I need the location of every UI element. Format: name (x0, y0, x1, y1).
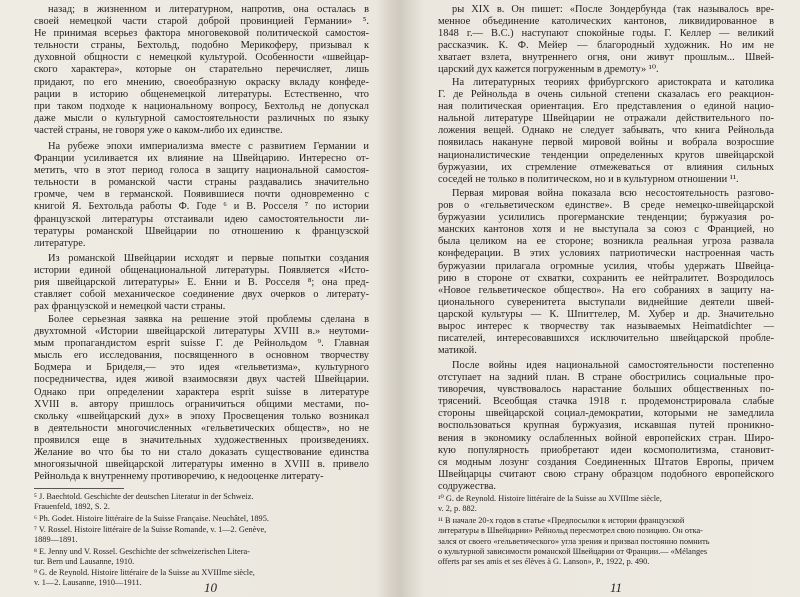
text-line: Более серьезная заявка на решение этой проблемы сделана в (48, 314, 369, 325)
text-line: мым пропагандистом esprit suisse Г. де Рейнольдом ⁹. Главная (34, 338, 369, 350)
text-line: Швейцарцы считают свою страну образцом подобного европейского (438, 468, 774, 480)
footnote-line: tur. Bern und Lausanne, 1910. (34, 557, 135, 567)
paragraph (34, 141, 369, 250)
text-line: XVIII в. автору пришлось ограничиться общими местами, по- (34, 398, 369, 410)
footnote (438, 494, 662, 515)
text-line: Франции усиливается их влияние на Швейцарию. Интересно от- (34, 153, 369, 165)
footnote (34, 547, 250, 568)
text-line: рах французской и немецкой части страны. (34, 301, 226, 313)
text-line: даже мысли о культурной самостоятельности различных по языку (34, 112, 369, 124)
text-line: отступает на задний план. В стране обострились социальные про- (438, 372, 774, 384)
text-line: своей немецкой части старой доброй провинцией Германии» ⁵. (34, 16, 369, 28)
footnote (438, 516, 710, 567)
paragraph (438, 4, 774, 77)
text-line: посредничества, идея живой взаимосвязи двух частей Швейцарии. (34, 374, 369, 386)
text-line: трясений. Всеобщая стачка 1918 г. продемонстрировала слабые (438, 396, 774, 408)
footnote-line: v. 2, p. 882. (438, 504, 477, 514)
text-line: мысль его исследования, посвященного в основном творчеству (34, 350, 369, 362)
text-line: содружества. (438, 480, 496, 492)
paragraph (438, 77, 774, 186)
text-line: истории единой общенациональной литературы. Появляется «Исто- (34, 265, 369, 277)
text-line: воспользоваться крупная буржуазия, искавшая путей проникно- (438, 420, 774, 432)
text-line: Из романской Швейцарии исходят и первые попытки создания (48, 253, 369, 264)
text-line: буржуазии прилагала огромные усилия, чтобы удержать Швейца- (438, 260, 774, 272)
text-line: манских кантонов хотя и не выступала за союз с Францией, но (438, 224, 774, 236)
text-line: Первая мировая война показала всю несостоятельность разгово- (452, 188, 774, 199)
text-line: нальной литературе Швейцарии не отражали действительного по- (438, 113, 774, 125)
text-line: писателей, интересовавшихся исключительно швейцарской пробле- (438, 333, 774, 345)
text-line: в деятельности многочисленных «гельветических обществ», но не (34, 422, 369, 434)
text-line: ского характера», которые он старательно перечисляет, лишь (34, 64, 369, 76)
text-line: Рейнольда к внутреннему противоречию, к недооценке литерату- (34, 471, 324, 483)
footnote-divider (34, 488, 124, 489)
text-line: французской литературы отстаивали идею самостоятельности ли- (34, 213, 369, 225)
text-line: националистические тенденции определенных кругов швейцарской (438, 149, 774, 161)
text-line: тельности страны, Бехтольд, подобно Мерикоферу, призывал к (34, 40, 369, 52)
text-line: Однако при определении характера esprit suisse в литературе (34, 386, 369, 398)
text-line: была целиком на ее стороне; возникла реальная угроза развала (438, 236, 774, 248)
text-line: появилась накануне первой мировой войны и вобрала возросшие (438, 137, 774, 149)
footnote-line: offerts par ses amis et ses élèves à G. Lanson», P., 1922, p. 490. (438, 557, 650, 567)
text-line: назад; в жизненном и литературном, напротив, она осталась в (48, 4, 369, 15)
text-line: царский дух кажется погруженным в дремоту» ¹⁰. (438, 64, 659, 76)
text-line: тиворечия, чувствовалось нарастание больших общественных по- (438, 384, 774, 396)
footnote (34, 525, 266, 546)
text-line: хватает взлета, внутреннего огня, они живут прошлым... Швей- (438, 52, 774, 64)
footnote-line: ⁹ G. de Reynold. Histoire littéraire de la Suisse au XVIIIme siècle, (34, 568, 255, 577)
text-line: рации в историю общенемецкой литературы. Естественно, что (34, 88, 369, 100)
text-line: метить, что в этот период голоса в защиту национальной самостоя- (34, 165, 369, 177)
text-line: 1848 г.— В.С.) наступают спокойные годы. Г. Келлер — великий (438, 28, 774, 40)
text-line: придают, по его мнению, своеобразную окраску вкладу конфеде- (34, 76, 369, 88)
text-line: тературы романской Швейцарии по отношению к французской (34, 225, 369, 237)
paragraph (34, 253, 369, 313)
text-line: вения в экономику ослабленных войной европейских стран. Широ- (438, 432, 774, 444)
text-line: матикой. (438, 345, 477, 357)
text-line: буржуазии усилились прогерманские тенденции; буржуазия ро- (438, 212, 774, 224)
text-line: при таком подходе к национальному вопросу, Бехтольд не допускал (34, 100, 369, 112)
paragraph (34, 4, 369, 137)
footnote-line: о культурной зависимости романской Швейцарии от Франции.— «Mélanges (438, 546, 708, 556)
footnote (34, 492, 253, 513)
text-line: литературе. (34, 237, 86, 249)
text-line: ционального суверенитета выступали виднейшие деятели швей- (438, 296, 774, 308)
left-page (0, 0, 398, 597)
text-line: скольку «швейцарский дух» в эпоху Просвещения только возникал (34, 410, 369, 422)
text-line: проявился еще в значительных художественных произведениях. (34, 434, 369, 446)
text-line: ся модным лозунг создания Соединенных Штатов Европы, причем (438, 456, 774, 468)
text-line: громче, чем в германской. Появившиеся почти одновременно с (34, 189, 369, 201)
text-line: Г. де Рейнольда в очень сильной степени сказалась его реакцион- (438, 89, 774, 101)
text-line: стороны швейцарской социал-демократии, которыми не замедлила (438, 408, 774, 420)
paragraph (34, 314, 369, 483)
footnote-line: ⁸ E. Jenny und V. Rossel. Geschichte der schweizerischen Litera- (34, 547, 250, 556)
footnote-line: ⁷ V. Rossel. Histoire littéraire de la Suisse Romande, v. 1—2. Genève, (34, 525, 267, 534)
page-number: 11 (610, 580, 623, 595)
text-line: соседей не только в политическом, но и в культурном отношении ¹¹. (438, 173, 739, 185)
text-line: рассказчик. К. Ф. Мейер — благородный художник. Но им не (438, 40, 774, 52)
paragraph (438, 188, 774, 357)
text-line: рию в стороне от схватки, сохранить ее нейтралитет. Возродилось (438, 272, 774, 284)
footnote-line: Frauenfeld, 1892, S. 2. (34, 502, 110, 512)
text-line: Не принимая всерьез фактора многовековой политической самостоя- (34, 28, 369, 40)
text-line: буржуазии, их стремление отмежеваться от влияния сильных (438, 161, 774, 173)
footnote (34, 568, 255, 589)
text-line: После войны идея национальной самостоятельности постепенно (452, 360, 774, 371)
right-page (402, 0, 800, 597)
text-line: конфедерации. В этих условиях патриотически настроенная часть (438, 248, 774, 260)
footnote-line: ¹¹ В начале 20-х годов в статье «Предпосылки к истории французской (438, 516, 685, 525)
footnote (34, 514, 269, 524)
text-line: кую популярность приобретают идеи космополитизма, становит- (438, 444, 774, 456)
text-line: На литературных теориях фрибургского аристократа и католика (452, 77, 774, 88)
text-line: книгой Я. Бехтольда работы Ф. Годе ⁶ и В. Росселя ⁷ по истории (34, 201, 369, 213)
text-line: ложения вещей. Однако не следует забывать, что книга Рейнольда (438, 125, 774, 137)
text-line: менное объединение католических кантонов, ликвидированное в (438, 16, 774, 28)
footnote-line: ⁵ J. Baechtold. Geschichte der deutschen Literatur in der Schweiz. (34, 492, 254, 501)
text-line: ров о «гельветическом единстве». В среде немецко-швейцарской (438, 200, 774, 212)
page-number: 10 (204, 580, 217, 595)
text-line: тельности в романской части страны раздавались значительно (34, 177, 369, 189)
footnote-line: ⁶ Ph. Godet. Histoire littéraire de la Suisse Française. Neuchâtel, 1895. (34, 514, 269, 523)
text-line: духовной общности с немецкой культурой. Особенности «швейцар- (34, 52, 369, 64)
text-line: двухтомной «Истории швейцарской литературы XVIII в.» неутоми- (34, 326, 369, 338)
text-line: Желание во что бы то ни стало доказать существование единства (34, 447, 369, 459)
footnote-line: зался от своего «гельветического» угла зрения и призвал постоянно помнить (438, 536, 710, 546)
text-line: рия швейцарской литературы» Е. Енни и В. Росселя ⁸; она пред- (34, 277, 369, 289)
text-line: частей страны, не говоря уже о каком-либо их единстве. (34, 124, 283, 136)
text-line: На рубеже эпохи империализма вместе с развитием Германии и (48, 141, 369, 152)
text-line: ная политическая ориентация. Его представления о единой нацио- (438, 101, 774, 113)
paragraph (438, 360, 774, 493)
text-line: ставляет собой механическое соединение двух очерков о литерату- (34, 289, 369, 301)
footnote-line: литературы в Швейцарии» Рейнольд пересмотрел свою позицию. Он отка- (438, 526, 703, 536)
footnote-line: ¹⁰ G. de Reynold. Histoire littéraire de la Suisse au XVIIIme siècle, (438, 494, 662, 503)
footnote-line: 1889—1891. (34, 535, 78, 545)
text-line: вырос интерес к творчеству так называемых Heimatdichter — (438, 321, 774, 333)
footnote-line: v. 1—2. Lausanne, 1910—1911. (34, 578, 142, 588)
text-line: многоязычной швейцарской литературы именно в XVIII в. привело (34, 459, 369, 471)
text-line: ры XIX в. Он пишет: «После Зондербунда (так называлось вре- (452, 4, 774, 15)
text-line: царской культуры — К. Шпиттелер, М. Хубер и др. Значительно (438, 308, 774, 320)
text-line: Бодмера и Бриделя,— это идея «гельветизма», культурного (34, 362, 369, 374)
text-line: «Новое гельветическое общество». На его собраниях в защиту на- (438, 284, 774, 296)
